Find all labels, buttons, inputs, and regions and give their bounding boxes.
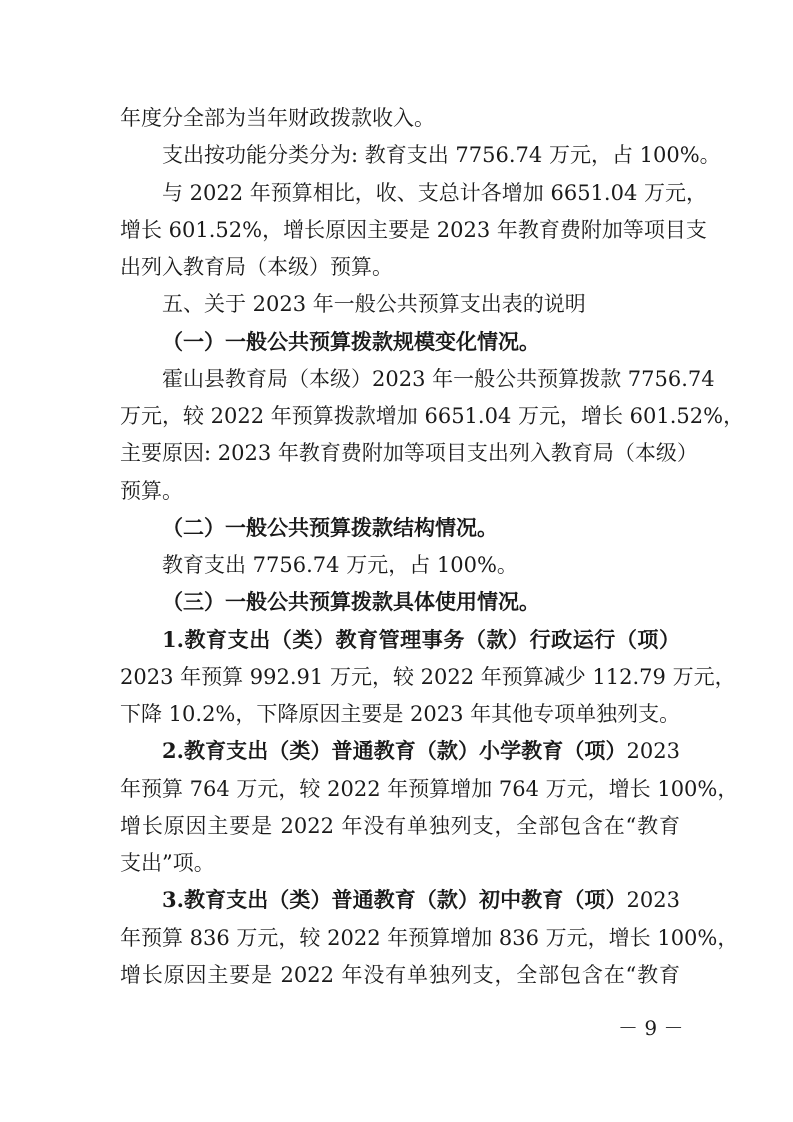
body-line: 支出按功能分类分为: 教育支出 7756.74 万元，占 100%。	[162, 143, 721, 168]
body-line: 万元，较 2022 年预算拨款增加 6651.04 万元，增长 601.52%，	[120, 404, 745, 429]
body-line: 支出”项。	[120, 851, 215, 876]
body-line: 主要原因: 2023 年教育费附加等项目支出列入教育局（本级）	[120, 441, 698, 466]
item-heading: 2.教育支出（类）普通教育（款）小学教育（项）2023	[162, 738, 680, 764]
body-line: 年预算 836 万元，较 2022 年预算增加 836 万元，增长 100%，	[120, 925, 739, 950]
body-line: 年度分全部为当年财政拨款收入。	[120, 106, 435, 130]
item-heading: 3.教育支出（类）普通教育（款）初中教育（项）2023	[162, 887, 680, 913]
body-line: 增长原因主要是 2022 年没有单独列支，全部包含在“教育	[120, 813, 680, 838]
subsection-heading: （三）一般公共预算拨款具体使用情况。	[162, 589, 540, 615]
section-heading: 五、关于 2023 年一般公共预算支出表的说明	[162, 292, 586, 317]
body-line: 年预算 764 万元，较 2022 年预算增加 764 万元，增长 100%，	[120, 776, 739, 801]
body-line: 2023 年预算 992.91 万元，较 2022 年预算减少 112.79 万元，	[120, 664, 736, 689]
body-line: 预算。	[120, 478, 183, 503]
body-line: 霍山县教育局（本级）2023 年一般公共预算拨款 7756.74	[162, 366, 715, 391]
subsection-heading: （一）一般公共预算拨款规模变化情况。	[162, 328, 540, 354]
body-line: 与 2022 年预算相比，收、支总计各增加 6651.04 万元，	[162, 180, 707, 205]
item-heading: 1.教育支出（类）教育管理事务（款）行政运行（项）	[162, 626, 680, 652]
body-line: 教育支出 7756.74 万元，占 100%。	[162, 553, 518, 578]
page-number: － 9 －	[618, 1016, 684, 1040]
body-line: 增长 601.52%，增长原因主要是 2023 年教育费附加等项目支	[120, 217, 707, 242]
body-line: 下降 10.2%，下降原因主要是 2023 年其他专项单独列支。	[120, 702, 681, 727]
subsection-heading: （二）一般公共预算拨款结构情况。	[162, 514, 498, 540]
body-line: 出列入教育局（本级）预算。	[120, 255, 393, 280]
body-line: 增长原因主要是 2022 年没有单独列支，全部包含在“教育	[120, 963, 680, 987]
